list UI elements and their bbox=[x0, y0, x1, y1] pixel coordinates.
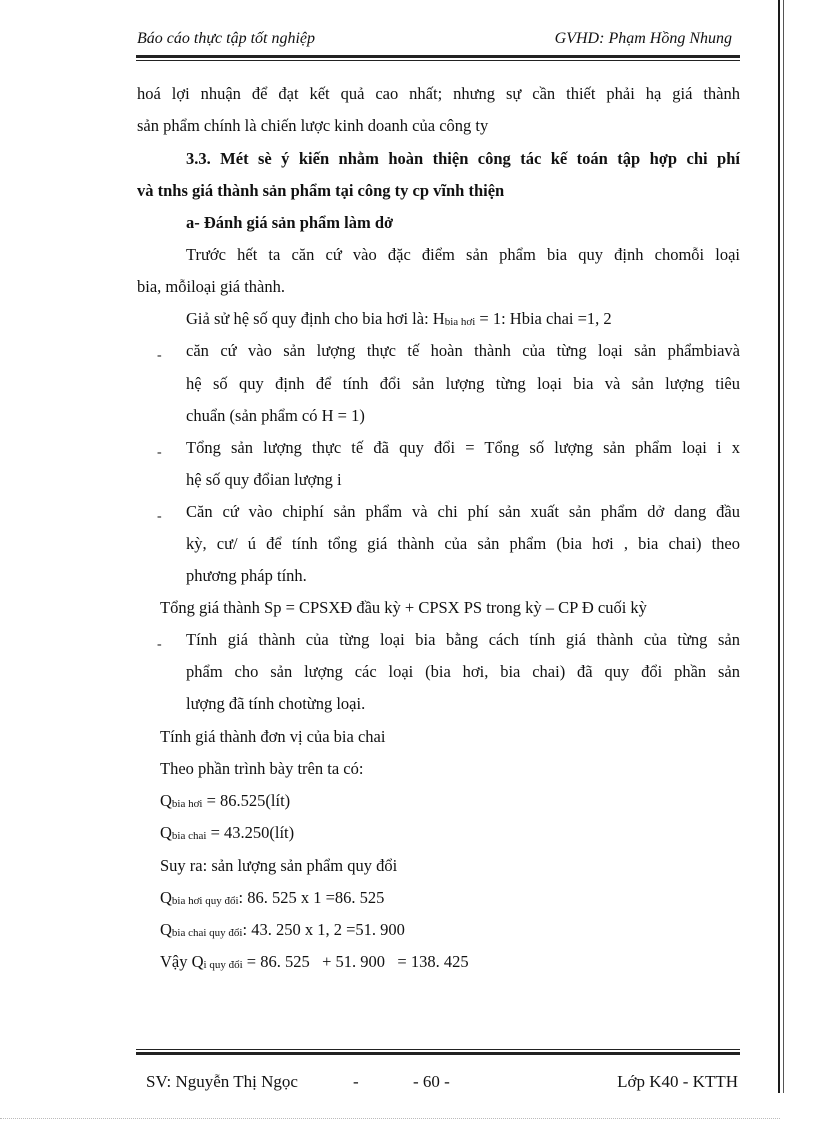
formula-line: Tổng giá thành Sp = CPSXĐ đầu kỳ + CPSX PS trong kỳ – CP Đ cuối kỳ bbox=[160, 598, 647, 617]
paragraph-line: bia, mỗiloại giá thành. bbox=[137, 277, 286, 296]
header-rule-thick bbox=[136, 55, 740, 58]
paragraph-line: hoá lợi nhuận để đạt kết quả cao nhất; nhưng sự cần thiết phải hạ giá thành bbox=[137, 84, 740, 103]
coefficient-line bbox=[186, 309, 789, 332]
paragraph-line: sản phẩm chính là chiến lược kinh doanh của công ty bbox=[137, 116, 489, 135]
quantity-line bbox=[160, 920, 763, 943]
quantity-value: : 86. 525 x 1 =86. 525 bbox=[238, 888, 385, 907]
header-rule-thin bbox=[136, 60, 740, 61]
page-border-bottom bbox=[0, 1118, 780, 1119]
total-subscript: i quy đổi bbox=[203, 959, 243, 971]
section-heading: 3.3. Mét sè ý kiến nhằm hoàn thiện công tác kế toán tập hợp chi phí bbox=[186, 149, 740, 168]
quantity-subscript: bia chai bbox=[171, 830, 207, 842]
bullet-marker: - bbox=[157, 637, 162, 652]
quantity-value: = 43.250(lít) bbox=[206, 823, 295, 842]
quantity-subscript: bia hơi bbox=[171, 798, 203, 810]
subsection-heading: a- Đánh giá sản phẩm làm dở bbox=[186, 213, 394, 232]
bullet-line: lượng đã tính chotừng loại. bbox=[186, 694, 366, 713]
footer-rule-thick bbox=[136, 1052, 740, 1055]
bullet-line: phẩm cho sản lượng các loại (bia hơi, bia chai) đã quy đổi phần sản bbox=[186, 662, 740, 681]
section-heading: và tnhs giá thành sản phẩm tại công ty cp vĩnh thiện bbox=[137, 181, 505, 200]
total-value: = 86. 525 + 51. 900 = 138. 425 bbox=[242, 952, 469, 971]
quantity-value: = 86.525(lít) bbox=[202, 791, 291, 810]
header-report-title: Báo cáo thực tập tốt nghiệp bbox=[137, 30, 316, 47]
bullet-line: Tổng sản lượng thực tế đã quy đổi = Tổng số lượng sản phẩm loại i x bbox=[186, 438, 740, 457]
page-number: - 60 - bbox=[413, 1072, 450, 1091]
bullet-line: hệ số quy đổian lượng i bbox=[186, 470, 342, 489]
quantity-symbol: Q bbox=[160, 791, 172, 810]
coefficient-subscript: bia hơi bbox=[444, 316, 476, 328]
bullet-line: chuẩn (sản phẩm có H = 1) bbox=[186, 406, 365, 425]
bullet-line: căn cứ vào sản lượng thực tế hoàn thành của từng loại sản phẩmbiavà bbox=[186, 341, 740, 360]
bullet-marker: - bbox=[157, 348, 162, 363]
text-line: Theo phần trình bày trên ta có: bbox=[160, 759, 364, 778]
coefficient-suffix: = 1: Hbia chai =1, 2 bbox=[475, 309, 612, 328]
bullet-line: Tính giá thành của từng loại bia bằng cách tính giá thành của từng sản bbox=[186, 630, 740, 649]
quantity-symbol: Q bbox=[160, 823, 172, 842]
quantity-line bbox=[160, 888, 763, 911]
footer-dash: - bbox=[353, 1072, 359, 1091]
page-border-right bbox=[778, 0, 780, 1093]
bullet-line: phương pháp tính. bbox=[186, 566, 307, 585]
quantity-value: : 43. 250 x 1, 2 =51. 900 bbox=[242, 920, 405, 939]
header-supervisor: GVHD: Phạm Hồng Nhung bbox=[554, 30, 732, 47]
quantity-subscript: bia chai quy đổi bbox=[171, 927, 243, 939]
coefficient-prefix: Giả sử hệ số quy định cho bia hơi là: H bbox=[186, 309, 445, 328]
quantity-symbol: Q bbox=[160, 920, 172, 939]
footer-rule-thin bbox=[136, 1049, 740, 1050]
bullet-line: Căn cứ vào chiphí sản phẩm và chi phí sản xuất sản phẩm dở dang đầu bbox=[186, 502, 740, 521]
bullet-marker: - bbox=[157, 445, 162, 460]
footer-class: Lớp K40 - KTTH bbox=[617, 1072, 738, 1091]
bullet-line: hệ số quy định để tính đổi sản lượng từng loại bia và sản lượng tiêu bbox=[186, 374, 740, 393]
bullet-marker: - bbox=[157, 509, 162, 524]
text-line: Suy ra: sản lượng sản phẩm quy đổi bbox=[160, 856, 398, 875]
quantity-line bbox=[160, 791, 763, 814]
quantity-subscript: bia hơi quy đổi bbox=[171, 895, 239, 907]
total-line bbox=[160, 952, 763, 975]
bullet-line: kỳ, cư/ ú để tính tổng giá thành của sản phẩm (bia hơi , bia chai) theo bbox=[186, 534, 740, 553]
footer-student: SV: Nguyễn Thị Ngọc bbox=[146, 1072, 298, 1091]
paragraph-line: Trước hết ta căn cứ vào đặc điểm sản phẩm bia quy định chomỗi loại bbox=[186, 245, 740, 264]
quantity-line bbox=[160, 823, 763, 846]
quantity-symbol: Q bbox=[160, 888, 172, 907]
page-border-right-inner bbox=[783, 0, 784, 1093]
text-line: Tính giá thành đơn vị của bia chai bbox=[160, 727, 386, 746]
total-symbol: Vậy Q bbox=[160, 952, 204, 971]
